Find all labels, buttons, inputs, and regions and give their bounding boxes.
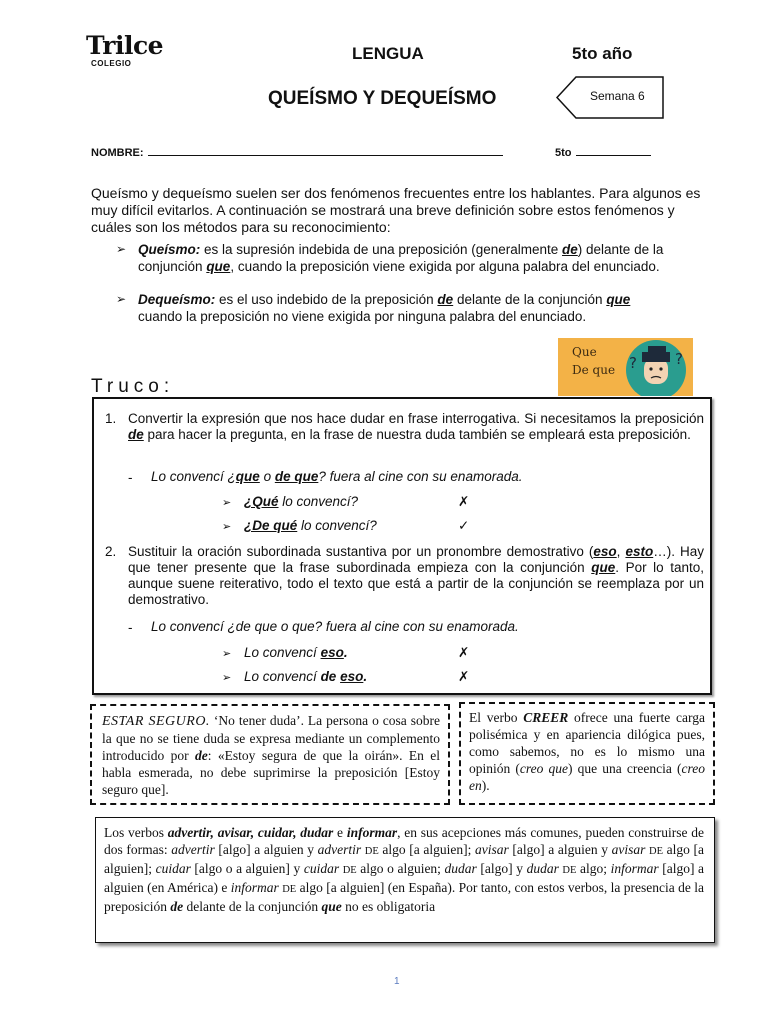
text: ‘No tener duda’ — [209, 713, 301, 728]
q: ¿De qué — [244, 518, 298, 533]
item-number: 1. — [105, 411, 117, 426]
eso: eso — [320, 645, 344, 660]
note-creer — [459, 702, 715, 805]
note-creer-text — [469, 709, 705, 794]
text: algo [a alguien] (en España). Por tanto, con estos verbos, la presencia de la preposición — [104, 880, 704, 914]
verb: informar — [346, 825, 398, 840]
text: …). Hay que tener presente que la frase subordinada empieza con la conjunción — [128, 544, 704, 575]
text: ) que una creencia ( — [568, 761, 682, 776]
truco-item-2 — [128, 544, 704, 608]
verb: avisar — [475, 842, 509, 857]
question-2 — [244, 518, 377, 533]
que: que — [591, 560, 616, 575]
confused-person-icon — [620, 338, 693, 396]
de: DE — [364, 846, 379, 857]
arrow-bullet-icon: ➢ — [222, 648, 232, 660]
de: DE — [342, 865, 357, 876]
dash-bullet: - — [128, 470, 133, 485]
dash-bullet: - — [128, 620, 133, 635]
term: Dequeísmo: — [138, 292, 216, 307]
text: Lo convencí ¿ — [151, 469, 236, 484]
text: algo [a alguien]; — [378, 842, 476, 857]
note-estar-text — [102, 712, 440, 798]
text: Lo convencí — [244, 669, 321, 684]
course-field[interactable] — [555, 146, 651, 159]
verbs: advertir, avisar, cuidar, dudar — [167, 825, 334, 840]
name-label: NOMBRE: — [91, 147, 144, 159]
verb: advertir — [317, 842, 362, 857]
text: ). — [481, 778, 490, 793]
text: [algo] a alguien y — [508, 842, 612, 857]
svg-text:?: ? — [629, 354, 637, 372]
arrow-bullet-icon: ➢ — [116, 242, 127, 256]
example-de-que: de que — [274, 469, 319, 484]
text: Sustituir la oración subordinada sustantiva por un pronombre demostrativo ( — [128, 544, 594, 559]
text: [algo] y — [476, 861, 527, 876]
de: DE — [562, 865, 577, 876]
text: para hacer la pregunta, en la frase de nuestra duda también se empleará esta preposición. — [143, 427, 691, 442]
text: e — [333, 825, 347, 840]
de: DE — [649, 846, 664, 857]
text: cuando la preposición no viene exigida por ninguna palabra del enunciado. — [138, 309, 587, 324]
text: ? fuera al cine con su enamorada. — [318, 469, 523, 484]
illustration-text-que: Que — [572, 345, 597, 359]
creo-en: creo en — [469, 761, 705, 793]
grade-heading: 5to año — [572, 44, 633, 63]
text: , cuando la preposición viene exigida por alguna palabra del enunciado. — [230, 259, 660, 274]
creo-que: creo que — [519, 761, 569, 776]
text: , en sus acepciones más comunes, pueden construirse de dos formas: — [104, 825, 704, 857]
de: de — [320, 669, 337, 684]
text: algo o alguien; — [356, 861, 445, 876]
name-line[interactable] — [148, 146, 503, 156]
de: de — [195, 748, 208, 763]
de: DE — [282, 884, 297, 895]
cross-icon: ✗ — [458, 669, 470, 684]
example-1 — [151, 469, 522, 484]
truco-heading: Truco: — [91, 376, 175, 397]
prep: de — [437, 292, 454, 307]
text: Lo convencí — [244, 645, 321, 660]
text: , — [616, 544, 626, 559]
note-estar-seguro — [90, 704, 450, 805]
page-title: QUEÍSMO Y DEQUEÍSMO — [268, 88, 497, 109]
text: El verbo — [469, 710, 524, 725]
arrow-bullet-icon: ➢ — [222, 672, 232, 684]
text: Convertir la expresión que nos hace dudar en frase interrogativa. Si necesitamos la preposición — [128, 411, 704, 426]
prep: de — [562, 242, 578, 257]
conj: que — [206, 259, 231, 274]
prep: de — [128, 427, 144, 442]
check-icon: ✓ — [458, 518, 470, 533]
conj: que — [321, 899, 342, 914]
eso: eso — [340, 669, 364, 684]
item-number: 2. — [105, 544, 117, 559]
truco-box — [92, 397, 712, 695]
text: delante de la conjunción — [453, 292, 607, 307]
cross-icon: ✗ — [458, 645, 470, 660]
text: lo convencí? — [278, 494, 359, 509]
text: [algo] a alguien y — [214, 842, 318, 857]
illustration-text-dequeismo: De que — [572, 363, 616, 377]
verb: advertir — [171, 842, 215, 857]
example-que: que — [235, 469, 260, 484]
que-dequeismo-illustration — [558, 338, 693, 396]
text: no es obligatoria — [341, 899, 436, 914]
arrow-bullet-icon: ➢ — [222, 521, 232, 533]
text: . — [363, 669, 368, 684]
prep: de — [170, 899, 184, 914]
text: . Por lo tanto, aunque suene reiterativo, todo el texto que está a partir de la conjunción se reemplaza por un demostrativo. — [128, 560, 705, 607]
text: es el uso indebido de la preposición — [215, 292, 438, 307]
text: . — [343, 645, 348, 660]
verb: cuidar — [155, 861, 191, 876]
page-number: 1 — [394, 976, 400, 987]
svg-text:?: ? — [675, 350, 683, 368]
verb: cuidar — [303, 861, 340, 876]
note-verbos-text — [104, 824, 704, 915]
replacement-2 — [244, 669, 367, 684]
verb: informar — [610, 861, 659, 876]
question-1 — [244, 494, 358, 509]
verb: dudar — [444, 861, 477, 876]
verb: CREER — [523, 710, 569, 725]
cross-icon: ✗ — [458, 494, 470, 509]
definition-dequeismo — [116, 291, 658, 325]
term: Queísmo: — [138, 242, 201, 257]
truco-item-1 — [128, 411, 704, 443]
verb: avisar — [611, 842, 646, 857]
text: lo convencí? — [297, 518, 377, 533]
definition-queismo — [116, 241, 708, 275]
arrow-bullet-icon: ➢ — [222, 497, 232, 509]
intro-paragraph: Queísmo y dequeísmo suelen ser dos fenómenos frecuentes entre los hablantes. Para algunos es muy difícil evitarlos. A continuación se mostrará una breve definición sobre estos fenómenos y cuáles son los métodos para su reconocimiento: — [91, 185, 701, 235]
text: algo; — [576, 861, 611, 876]
text: algo [a alguien]; — [104, 842, 705, 876]
text: ofrece una fuerte carga polisémica y en apariencia dilógica pues, como sabemos, no es lo mismo una opinión ( — [469, 710, 705, 776]
text: delante de la conjunción — [183, 899, 322, 914]
week-tag — [556, 76, 664, 119]
note-heading: ESTAR SEGURO. — [102, 714, 210, 729]
text: . La persona o cosa sobre la que no se tiene duda se expresa mediante un complemento introducido por — [102, 713, 440, 763]
text: [algo] a alguien (en América) e — [104, 861, 705, 895]
eso: eso — [593, 544, 617, 559]
replacement-1 — [244, 645, 348, 660]
text: es la supresión indebida de una preposición (generalmente — [200, 242, 563, 257]
verb: dudar — [526, 861, 559, 876]
text: : «Estoy segura de que la oirán». En el habla esmerada, no debe suprimirse la preposición [Estoy seguro que]. — [102, 748, 440, 797]
verb: informar — [230, 880, 279, 895]
q: ¿Qué — [244, 494, 279, 509]
school-logo: Trilce — [86, 31, 164, 60]
example-2: Lo convencí ¿de que o que? fuera al cine con su enamorada. — [151, 619, 519, 634]
name-field[interactable] — [91, 146, 503, 159]
school-logo-subtitle: COLEGIO — [91, 59, 132, 68]
text: Los verbos — [104, 825, 168, 840]
esto: esto — [625, 544, 654, 559]
note-verbos — [95, 817, 715, 943]
course-label: 5to — [555, 147, 572, 159]
text: ) delante de la conjunción — [138, 242, 664, 274]
subject-heading: LENGUA — [352, 44, 424, 63]
text: [algo o a alguien] y — [190, 861, 304, 876]
week-label: Semana 6 — [590, 89, 645, 103]
arrow-bullet-icon: ➢ — [116, 292, 127, 306]
course-line[interactable] — [576, 146, 651, 156]
conj: que — [606, 292, 631, 307]
text: o — [259, 469, 275, 484]
